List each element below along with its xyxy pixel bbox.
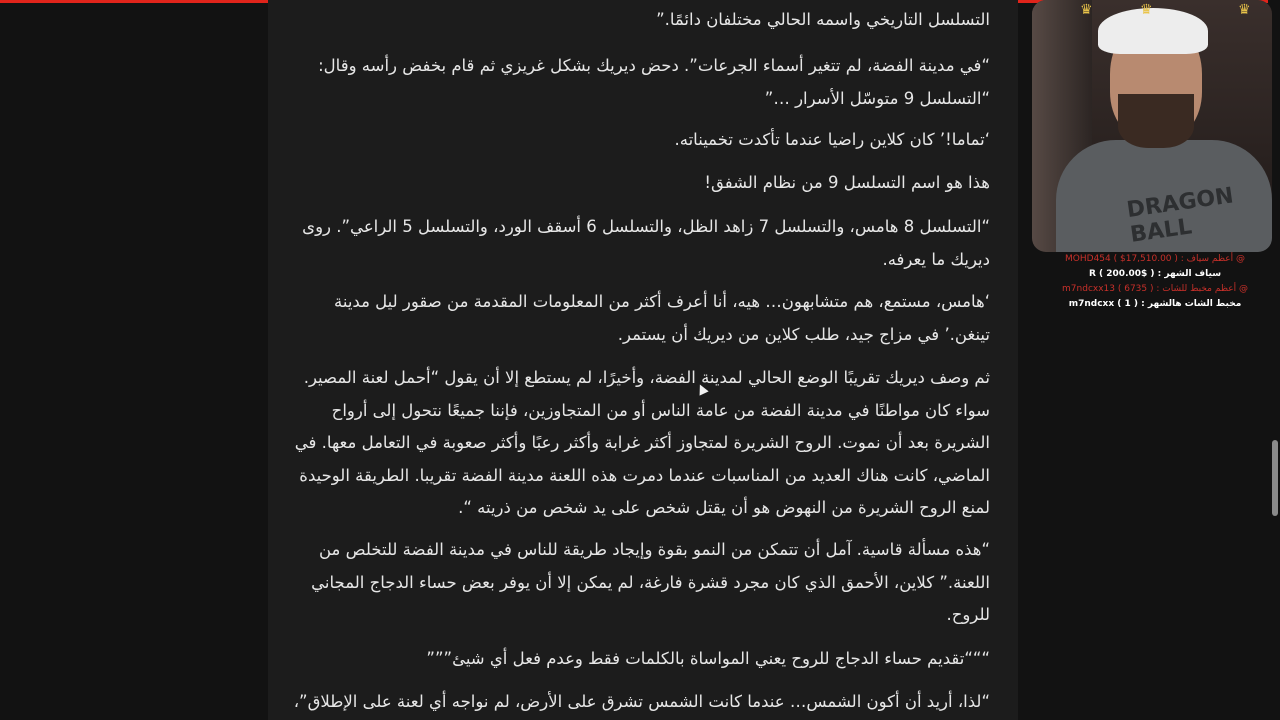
article-content <box>268 0 1018 720</box>
monthly-donor-line: سياف الشهر : ( $200.00 ) R <box>1088 269 1222 279</box>
paragraph: هذا هو اسم التسلسل 9 من نظام الشفق! <box>704 173 990 192</box>
webcam-beard <box>1118 94 1194 148</box>
stream-leaderboard-overlay <box>1040 252 1270 312</box>
paragraph: “لذا، أريد أن أكون الشمس… عندما كانت الشمس تشرق على الأرض، لم نواجه أي لعنة على الإطلاق”، <box>293 692 990 711</box>
top-chatter-line: @ أعظم مخبط للشات : ( 6735 ) m7ndcxx13 <box>1062 284 1248 294</box>
shirt-logo: DRAGON BALL <box>1125 183 1236 248</box>
webcam-cap <box>1098 8 1208 54</box>
paragraph: “““تقديم حساء الدجاج للروح يعني المواساة بالكلمات فقط وعدم فعل أي شيئ””” <box>426 649 990 668</box>
crown-icon: ♛ <box>1080 2 1093 18</box>
paragraph: ‘تماما!’ كان كلاين راضيا عندما تأكدت تخميناته. <box>674 130 990 149</box>
scrollbar-thumb[interactable] <box>1272 440 1278 516</box>
monthly-chatter-line: مخبط الشات هالشهر : ( 1 ) m7ndcxx <box>1068 299 1242 309</box>
crown-icon: ♛ <box>1238 2 1251 18</box>
paragraph: “في مدينة الفضة، لم تتغير أسماء الجرعات”. دحض ديريك بشكل غريزي ثم قام بخفض رأسه وقال: “التسلسل 9 متوسّل الأسرار …” <box>318 56 990 108</box>
paragraph: ‘هامس، مستمع، هم متشابهون… هيه، أنا أعرف أكثر من المعلومات المقدمة من صقور ليل مدينة تينغن.’ في مزاج جيد، طلب كلاين من ديريك أن يستمر. <box>334 292 990 344</box>
paragraph: ثم وصف ديريك تقريبًا الوضع الحالي لمدينة الفضة، وأخيرًا، لم يستطع إلا أن يقول “أحمل لعنة المصير. سواء كان مواطنًا في مدينة الفضة من عامة الناس أو من المتجاوزين، فإننا جميعًا نتحول إلى أرواح الشريرة بعد أن نموت. الروح الشريرة لمتجاوز أكثر غرابة وأكثر رعبًا وأكثر صعوبة في التعامل معها. في الماضي، كانت هناك العديد من المناسبات عندما دمرت هذه اللعنة مدينة الفضة تقريبا. الطريقة الوحيدة لمنع الروح الشريرة من النهوض هو أن يقتل شخص على يد شخص من ذريته “. <box>294 368 990 517</box>
crown-icon: ♛ <box>1140 2 1153 18</box>
top-donor-line: @ أعظم سياف : MOHD454 ( $17,510.00 ) <box>1065 254 1245 264</box>
paragraph: “هذه مسألة قاسية. آمل أن تتمكن من النمو بقوة وإيجاد طريقة للناس في مدينة الفضة للتخلص من اللعنة.” كلاين، الأحمق الذي كان مجرد قشرة فارغة، لم يمكن إلا أن يوفر بعض حساء الدجاج المجاني للروح. <box>311 540 990 624</box>
paragraph: “التسلسل 8 هامس، والتسلسل 7 زاهد الظل، والتسلسل 6 أسقف الورد، والتسلسل 5 الراعي”. روى ديريك ما يعرفه. <box>302 217 990 269</box>
streamer-webcam <box>1032 0 1272 252</box>
paragraph: التسلسل التاريخي واسمه الحالي مختلفان دائمًا.” <box>656 10 990 29</box>
